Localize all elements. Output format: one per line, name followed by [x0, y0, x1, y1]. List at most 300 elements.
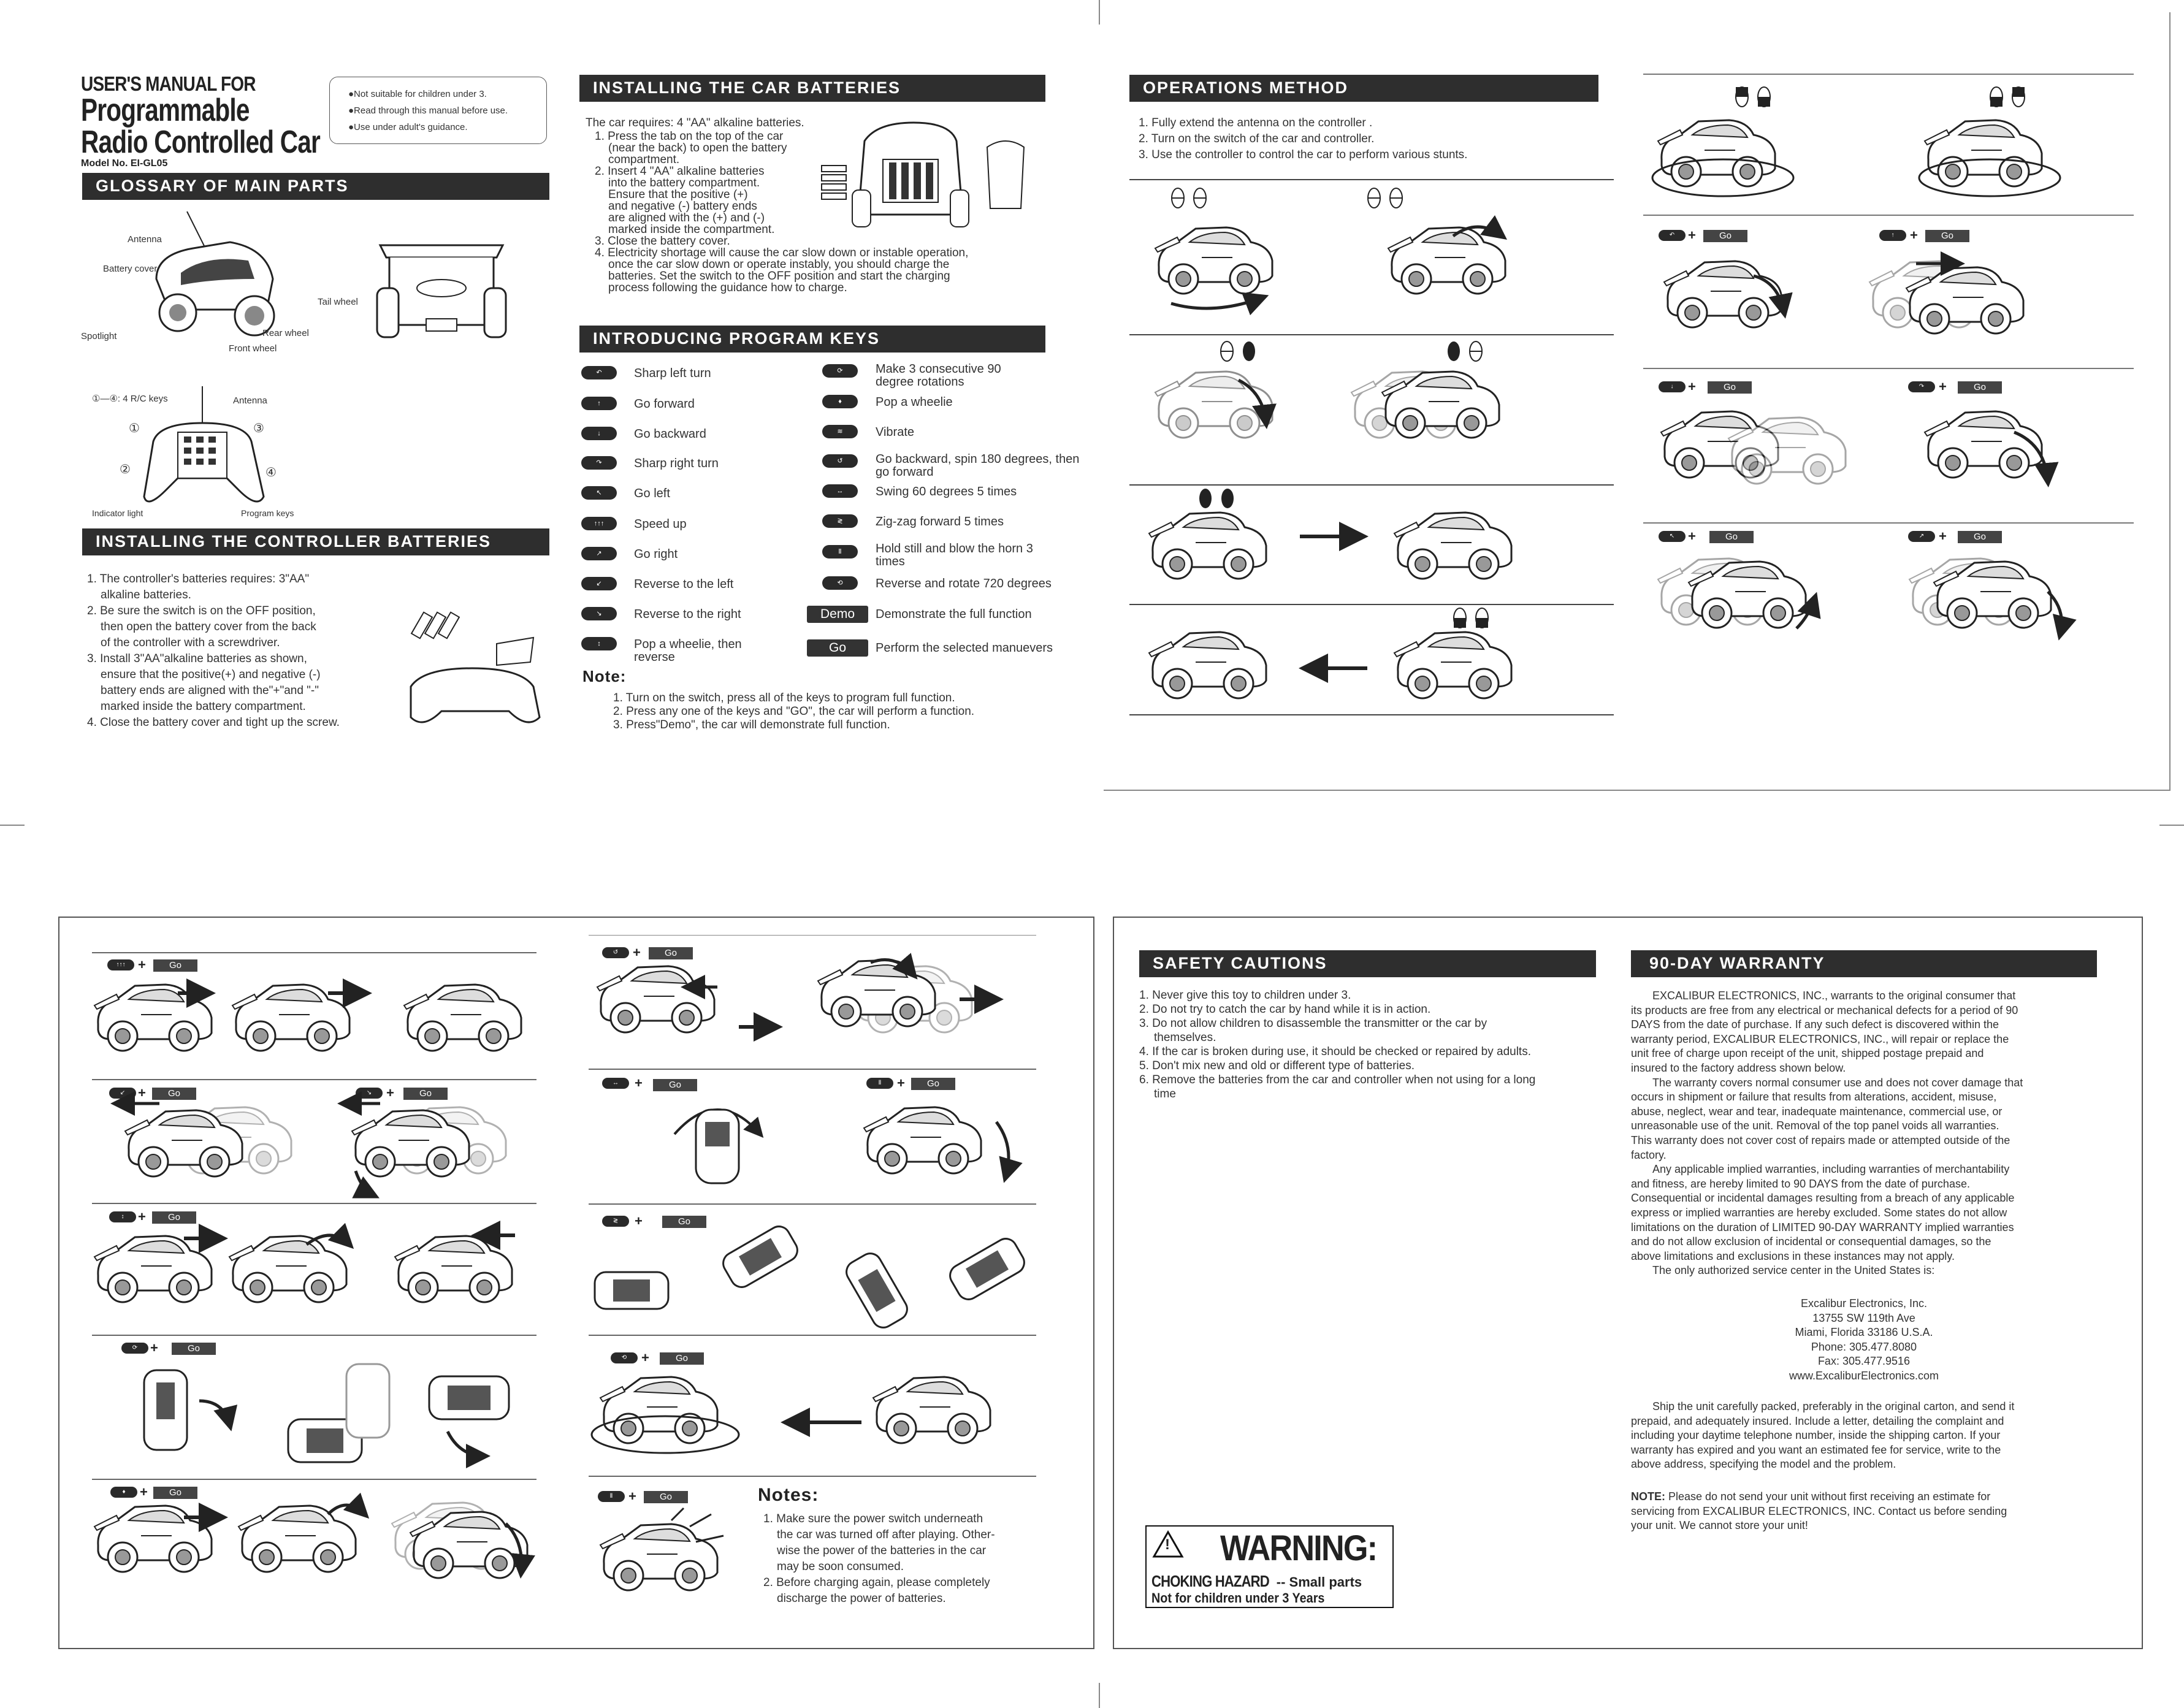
forward-arrow: [960, 993, 1002, 1005]
warranty-line: DAYS from the date of purchase. If any such defect is discovered within the: [1631, 1018, 1999, 1031]
wheelie-key-icon: ♦: [822, 395, 858, 408]
car-illustration: [1392, 628, 1521, 714]
instruction-line: then open the battery cover from the back: [101, 620, 316, 633]
plus-sign: +: [140, 1484, 148, 1500]
car-illustration: [598, 1373, 751, 1471]
reverse-rotate-key-icon: ⟲: [822, 576, 858, 590]
car-illustration: [861, 1104, 1021, 1202]
go-button[interactable]: Go: [807, 639, 868, 657]
notice-line: ●Not suitable for children under 3.: [348, 89, 487, 99]
car-batteries-heading: INSTALLING THE CAR BATTERIES: [579, 75, 1045, 102]
warning-title: WARNING:: [1220, 1528, 1377, 1568]
safety-line: themselves.: [1154, 1031, 1216, 1044]
operation-line: 1. Fully extend the antenna on the controller .: [1139, 116, 1373, 129]
go-key: Go: [1925, 230, 1969, 242]
plus-sign: +: [1939, 379, 1947, 394]
forward-arrow: [1300, 530, 1367, 543]
instruction-line: process following the guidance how to charge.: [608, 281, 847, 294]
go-key: Go: [1958, 531, 2002, 543]
shipping-line: warranty has expired and you want an estimated fee for service, write to the: [1631, 1443, 2001, 1456]
go-key: Go: [1708, 381, 1752, 394]
car-illustration: [595, 963, 742, 1054]
key-icon: ↑↑↑: [107, 959, 134, 970]
car-illustration: [1655, 555, 1821, 659]
operation-line: 3. Use the controller to control the car to perform various stunts.: [1139, 148, 1468, 161]
go-right-key-icon: ↗: [581, 547, 617, 560]
label-antenna: Antenna: [128, 234, 162, 245]
instruction-line: are aligned with the (+) and (-): [608, 212, 765, 224]
choking-warning-box: [1145, 1525, 1394, 1608]
key-icon: ⟲: [611, 1352, 638, 1363]
car-illustration: [104, 1097, 300, 1202]
key-description: Vibrate: [876, 425, 915, 439]
backward-arrow: [1300, 662, 1367, 674]
label-key-2: ②: [120, 463, 131, 476]
stick-position-icon: [1444, 340, 1487, 362]
warranty-line: EXCALIBUR ELECTRONICS, INC., warrants to the original consumer that: [1652, 989, 2016, 1002]
label-front-wheel: Front wheel: [229, 343, 277, 354]
car-illustration: [227, 1232, 356, 1318]
go-key: Go: [660, 1352, 704, 1365]
label-spotlight: Spotlight: [81, 331, 117, 341]
key-description: Pop a wheelie, then reverse: [634, 638, 742, 664]
divider: [1643, 368, 2134, 369]
note-line: 2. Before charging again, please completely: [763, 1576, 990, 1589]
note-line: [1631, 1490, 2109, 1504]
notice-box: [329, 77, 547, 144]
warranty-line: its products are free from any electrical or mechanical defects for a period of 90: [1631, 1004, 2018, 1016]
car-illustration: [1147, 509, 1275, 595]
operation-line: 2. Turn on the switch of the car and controller.: [1139, 132, 1375, 145]
choking-hazard-label: CHOKING HAZARD: [1151, 1572, 1269, 1590]
key-description: Hold still and blow the horn 3 times: [876, 542, 1033, 568]
note-text: Please do not send your unit without first receiving an estimate for: [1665, 1490, 1991, 1503]
glossary-car-illustration: [144, 212, 291, 346]
small-parts-label: -- Small parts: [1276, 1574, 1362, 1590]
divider: [92, 1079, 536, 1080]
car-illustration: [1922, 116, 2069, 208]
instruction-line: 1. The controller's batteries requires: 3"AA": [87, 573, 310, 585]
key-description: Go forward: [634, 397, 695, 411]
bottom-notes-title: Notes:: [758, 1485, 819, 1505]
instruction-line: and negative (-) battery ends: [608, 200, 757, 213]
car-illustration: [319, 1097, 521, 1202]
safety-line: 1. Never give this toy to children under 3.: [1139, 989, 1351, 1002]
key-icon: ≷: [602, 1216, 629, 1227]
notice-line: ●Read through this manual before use.: [348, 105, 508, 116]
address-line: Fax: 305.477.9516: [1817, 1355, 1911, 1368]
warranty-line: occurs in shipment or failure that results from alterations, accident, misuse,: [1631, 1091, 1997, 1104]
car-illustration: [1662, 257, 1803, 356]
label-key-4: ④: [265, 466, 277, 479]
divider: [92, 1335, 536, 1336]
go-key: Go: [1709, 531, 1754, 543]
key-icon: ↘: [356, 1088, 383, 1099]
car-top-view-illustration: [328, 1358, 414, 1450]
vibrate-key-icon: ≋: [822, 425, 858, 438]
key-description: Demonstrate the full function: [876, 608, 1032, 621]
divider: [1129, 334, 1614, 335]
controller-illustration: [141, 386, 270, 515]
go-key: Go: [153, 959, 197, 972]
wheelie-reverse-key-icon: ↕: [581, 637, 617, 650]
car-illustration: [402, 981, 530, 1067]
safety-list: [1139, 988, 1535, 1101]
go-backward-key-icon: ↓: [581, 427, 617, 440]
car-illustration: [1153, 368, 1281, 454]
divider: [1129, 604, 1614, 605]
instruction-line: 4. Close the battery cover and tight up the screw.: [87, 716, 340, 729]
car-illustration: [1907, 555, 2072, 659]
key-icon: Ⅱ: [598, 1491, 625, 1502]
label-key-3: ③: [253, 422, 264, 435]
reverse-right-key-icon: ↘: [581, 607, 617, 620]
car-illustration: [1392, 509, 1521, 595]
note-line: 3. Press"Demo", the car will demonstrate full function.: [613, 719, 890, 731]
car-illustration: [1867, 257, 2033, 356]
instruction-line: of the controller with a screwdriver.: [101, 636, 280, 649]
key-icon: ↷: [1908, 381, 1935, 392]
warranty-line: This warranty does not cover cost of repairs made or attempted outside of the: [1631, 1134, 2010, 1146]
warranty-line: factory.: [1631, 1148, 1667, 1161]
instruction-line: battery ends are aligned with the"+"and "-": [101, 684, 319, 697]
note-label: NOTE:: [1631, 1490, 1665, 1503]
label-indicator-light: Indicator light: [92, 508, 143, 518]
plus-sign: +: [1688, 379, 1696, 394]
car-batteries-intro: The car requires: 4 "AA" alkaline batteries.: [586, 116, 804, 129]
key-icon: ↶: [1659, 230, 1686, 241]
rotations-key-icon: ⟳: [822, 364, 858, 378]
manual-title-large-1: Programmable: [81, 93, 250, 128]
divider: [1129, 714, 1614, 715]
address-line: 13755 SW 119th Ave: [1812, 1311, 1915, 1324]
key-icon: ♦: [110, 1487, 137, 1498]
car-illustration: [1147, 628, 1275, 714]
crop-mark: [1099, 1683, 1100, 1708]
warranty-line: The only authorized service center in the United States is:: [1652, 1264, 1935, 1277]
car-illustration: [1655, 116, 1803, 208]
key-icon: ↗: [1908, 531, 1935, 542]
warranty-note: [1631, 1490, 2109, 1533]
key-icon: ↓: [1659, 381, 1686, 392]
warranty-line: and fitness, are hereby limited to 90 DAYS from the date of purchase.: [1631, 1177, 1970, 1190]
key-description: Pop a wheelie: [876, 395, 953, 409]
go-key: Go: [153, 1487, 197, 1499]
operations-list: [1139, 115, 1467, 163]
backward-arrow: [782, 1416, 861, 1428]
instruction-line: 1. Press the tab on the top of the car: [595, 130, 784, 143]
program-note-title: Note:: [582, 667, 627, 685]
safety-line: 2. Do not try to catch the car by hand while it is in action.: [1139, 1003, 1431, 1016]
instruction-line: 2. Be sure the switch is on the OFF position,: [87, 604, 316, 617]
divider: [589, 1203, 1036, 1205]
manual-title-large-2: Radio Controlled Car: [81, 124, 321, 160]
safety-line: 4. If the car is broken during use, it should be checked or repaired by adults.: [1139, 1045, 1531, 1058]
key-description: Go backward: [634, 427, 706, 441]
stick-position-icon: [1450, 607, 1493, 629]
horn-key-icon: Ⅱ: [822, 545, 858, 559]
address-line: Phone: 305.477.8080: [1811, 1340, 1917, 1353]
car-top-view-illustration: [138, 1364, 242, 1468]
not-for-children: Not for children under 3 Years: [1151, 1590, 1325, 1606]
car-top-view-illustration: [711, 1217, 809, 1297]
instruction-line: alkaline batteries.: [101, 589, 191, 601]
go-key: Go: [172, 1343, 216, 1355]
stick-position-icon: [1168, 187, 1211, 209]
plus-sign: +: [1688, 528, 1696, 544]
key-description: Swing 60 degrees 5 times: [876, 485, 1017, 498]
go-key: Go: [403, 1088, 448, 1100]
plus-sign: +: [633, 945, 641, 960]
stick-position-icon: [1196, 487, 1239, 509]
plus-sign: +: [897, 1075, 905, 1091]
stick-position-icon: [1217, 340, 1260, 362]
label-key-1: ①: [129, 422, 140, 435]
notice-line: ●Use under adult's guidance.: [348, 122, 468, 132]
warranty-line: abuse, neglect, wear and tear, inadequate maintenance, commercial use, or: [1631, 1105, 2003, 1118]
plus-sign: +: [138, 957, 146, 972]
go-left-key-icon: ↖: [581, 486, 617, 500]
instruction-line: into the battery compartment.: [608, 177, 760, 189]
warranty-body: [1631, 989, 2097, 1278]
safety-line: 3. Do not allow children to disassemble the transmitter or the car by: [1139, 1017, 1487, 1030]
key-icon: ↑: [1879, 230, 1906, 241]
go-key: Go: [662, 1216, 706, 1228]
key-description: Sharp left turn: [634, 367, 711, 380]
instruction-line: 3. Close the battery cover.: [595, 235, 730, 248]
warranty-line: warranty period, EXCALIBUR ELECTRONICS, INC., will repair or replace the: [1631, 1032, 2009, 1045]
forward-arrow: [178, 987, 215, 999]
divider: [1643, 74, 2134, 75]
crop-mark: [1099, 0, 1100, 25]
warranty-line: unit free of charge upon receipt of the unit, shipped postage prepaid and: [1631, 1047, 1984, 1060]
car-illustration: [92, 1232, 221, 1318]
warranty-line: limitations on the duration of LIMITED 90-DAY WARRANTY implied warranties: [1631, 1221, 2014, 1233]
key-description: Go backward, spin 180 degrees, then go forward: [876, 452, 1080, 479]
key-description: Perform the selected manuevers: [876, 641, 1053, 655]
forward-arrow: [184, 1232, 227, 1245]
address-line: Miami, Florida 33186 U.S.A.: [1795, 1326, 1933, 1339]
key-icon: Ⅱ: [866, 1078, 893, 1089]
bottom-notes-list: [763, 1511, 995, 1607]
divider: [92, 952, 536, 953]
plus-sign: +: [635, 1075, 643, 1091]
car-top-view-illustration: [589, 1260, 681, 1321]
key-description: Reverse to the right: [634, 608, 741, 621]
plus-sign: +: [1939, 528, 1947, 544]
crop-mark: [2159, 825, 2184, 826]
stick-position-icon: [1987, 86, 2029, 108]
warranty-line: Consequential or incidental damages resulting from a breach of any applicable: [1631, 1192, 2015, 1205]
divider: [92, 1203, 536, 1204]
go-key: Go: [911, 1078, 955, 1090]
shipping-line: prepaid, and adequately insured. Include a letter, detailing the complaint and: [1631, 1414, 2004, 1427]
spin-180-key-icon: ↺: [822, 454, 858, 468]
key-description: Go right: [634, 547, 678, 561]
sharp-right-turn-key-icon: ↷: [581, 456, 617, 470]
note-line: the car was turned off after playing. Other-: [777, 1528, 995, 1541]
instruction-line: compartment.: [608, 153, 680, 166]
key-description: Speed up: [634, 517, 687, 531]
reverse-left-key-icon: ↙: [581, 577, 617, 590]
car-top-view-illustration: [938, 1229, 1036, 1309]
program-notes: [613, 692, 974, 732]
plus-sign: +: [641, 1350, 649, 1365]
instruction-line: (near the back) to open the battery: [608, 142, 787, 154]
label-battery-cover: Battery cover: [103, 264, 158, 274]
key-description: Make 3 consecutive 90 degree rotations: [876, 362, 1001, 389]
stick-position-icon: [1364, 187, 1407, 209]
label-tail-wheel: Tail wheel: [318, 297, 358, 307]
label-antenna-controller: Antenna: [233, 395, 267, 406]
controller-batteries-list: [87, 571, 406, 731]
car-illustration: [1349, 368, 1508, 454]
divider: [589, 1335, 1036, 1336]
swing-key-icon: ↔: [822, 484, 858, 498]
warranty-line: Any applicable implied warranties, including warranties of merchantability: [1652, 1163, 2010, 1176]
stick-position-icon: [1732, 86, 1775, 108]
go-key: Go: [1703, 230, 1747, 242]
instruction-line: 2. Insert 4 "AA" alkaline batteries: [595, 165, 765, 178]
instruction-line: ensure that the positive(+) and negative (-): [101, 668, 321, 681]
go-key: Go: [152, 1088, 196, 1100]
car-swing-illustration: [662, 1097, 773, 1195]
go-key: Go: [649, 947, 693, 959]
note-line: 1. Turn on the switch, press all of the keys to program full function.: [613, 692, 955, 704]
warranty-line: above limitations and exclusions in these instances may not apply.: [1631, 1249, 1955, 1262]
key-icon: ↔: [602, 1078, 629, 1089]
warranty-shipping: [1631, 1400, 2097, 1472]
forward-arrow: [328, 987, 371, 999]
divider: [1129, 179, 1614, 180]
key-icon: ↕: [109, 1211, 136, 1222]
warranty-line: express or implied warranties are hereby excluded. Some states do not allow: [1631, 1206, 2007, 1219]
website-link[interactable]: www.ExcaliburElectronics.com: [1789, 1369, 1939, 1382]
model-number: Model No. EI-GL05: [81, 158, 168, 169]
operations-heading: OPERATIONS METHOD: [1129, 75, 1598, 102]
divider: [589, 1069, 1036, 1070]
label-program-keys: Program keys: [241, 508, 294, 518]
instruction-line: marked inside the battery compartment.: [101, 700, 306, 713]
go-key: Go: [644, 1491, 688, 1503]
car-battery-compartment-illustration: [809, 123, 1048, 233]
speed-up-key-icon: ↑↑↑: [581, 517, 617, 530]
key-description: Reverse to the left: [634, 578, 734, 591]
instruction-line: once the car slow down or operate instably, you should charge the: [608, 258, 950, 271]
instruction-line: Ensure that the positive (+): [608, 188, 748, 201]
note-line: 1. Make sure the power switch underneath: [763, 1512, 983, 1525]
go-key: Go: [1958, 381, 2002, 394]
car-illustration: [1386, 224, 1514, 310]
key-description: Sharp right turn: [634, 457, 719, 470]
car-horn-illustration: [598, 1508, 739, 1612]
plus-sign: +: [1910, 227, 1918, 243]
plus-sign: +: [635, 1213, 643, 1229]
key-description: Go left: [634, 487, 670, 500]
car-illustration: [389, 1499, 536, 1597]
shipping-line: above address, specifying the model and the problem.: [1631, 1458, 1896, 1471]
safety-line: 5. Don't mix new and old or different type of batteries.: [1139, 1059, 1415, 1072]
key-description: Zig-zag forward 5 times: [876, 515, 1004, 528]
key-icon: ↺: [602, 947, 629, 958]
safety-line: time: [1154, 1088, 1176, 1100]
note-line: wise the power of the batteries in the car: [777, 1544, 987, 1557]
zig-zag-key-icon: ≷: [822, 514, 858, 528]
car-illustration: [1659, 408, 1861, 512]
car-top-view-illustration: [834, 1251, 920, 1330]
note-line: discharge the power of batteries.: [777, 1592, 946, 1605]
instruction-line: batteries. Set the switch to the OFF position and start the charging: [608, 270, 950, 283]
warranty-line: insured to the factory address shown below.: [1631, 1061, 1846, 1074]
forward-arrow: [739, 1021, 782, 1033]
car-top-view-illustration: [423, 1364, 527, 1462]
label-rear-wheel: Rear wheel: [262, 328, 309, 338]
controller-battery-illustration: [405, 607, 546, 730]
car-illustration: [815, 956, 987, 1054]
plus-sign: +: [1688, 227, 1696, 243]
instruction-line: marked inside the compartment.: [608, 223, 775, 236]
plus-sign: +: [138, 1085, 146, 1100]
instruction-line: 3. Install 3"AA"alkaline batteries as shown,: [87, 652, 307, 665]
program-keys-heading: INTRODUCING PROGRAM KEYS: [579, 326, 1045, 353]
car-illustration: [236, 1502, 371, 1594]
glossary-heading: GLOSSARY OF MAIN PARTS: [82, 173, 549, 200]
divider: [589, 935, 1036, 936]
go-forward-key-icon: ↑: [581, 397, 617, 410]
car-illustration: [1153, 224, 1281, 310]
crop-mark: [0, 825, 25, 826]
note-line: your unit. We cannot store your unit!: [1631, 1519, 1808, 1532]
divider: [1129, 484, 1614, 486]
plus-sign: +: [386, 1085, 394, 1100]
go-key: Go: [653, 1079, 697, 1091]
divider: [1643, 215, 2134, 216]
warranty-line: The warranty covers normal consumer use and does not cover damage that: [1652, 1076, 2023, 1089]
warranty-address: [1631, 1297, 2097, 1384]
car-illustration: [1922, 408, 2069, 512]
warranty-line: unreasonable use of the unit. Removal of the top panel voids all warranties.: [1631, 1119, 1999, 1132]
note-line: may be soon consumed.: [777, 1560, 904, 1573]
manual-title-small: USER'S MANUAL FOR: [81, 72, 256, 95]
demo-button[interactable]: Demo: [807, 606, 868, 623]
warranty-heading: 90-DAY WARRANTY: [1631, 950, 2097, 977]
car-illustration: [871, 1373, 999, 1465]
divider: [1643, 522, 2134, 524]
plus-sign: +: [628, 1489, 636, 1504]
choking-hazard: [1151, 1572, 1362, 1591]
address-line: Excalibur Electronics, Inc.: [1800, 1297, 1928, 1310]
shipping-line: Ship the unit carefully packed, preferably in the original carton, and send it: [1652, 1400, 2015, 1413]
warning-exclamation: !: [1165, 1536, 1170, 1553]
plus-sign: +: [150, 1340, 158, 1355]
label-rc-keys: ①—④: 4 R/C keys: [92, 394, 168, 404]
safety-heading: SAFETY CAUTIONS: [1139, 950, 1596, 977]
shipping-line: including your daytime telephone number, inside the shipping carton. If your: [1631, 1429, 2001, 1442]
note-line: 2. Press any one of the keys and "GO", the car will perform a function.: [613, 705, 975, 718]
glossary-car-rear-illustration: [374, 221, 509, 349]
car-illustration: [392, 1232, 521, 1318]
go-key: Go: [152, 1211, 196, 1224]
warranty-line: and do not allow exclusion of incidental or consequential damages, so the: [1631, 1235, 1991, 1248]
key-icon: ⟳: [121, 1343, 148, 1354]
key-icon: ↖: [1659, 531, 1686, 542]
key-description: Reverse and rotate 720 degrees: [876, 577, 1052, 590]
sharp-left-turn-key-icon: ↶: [581, 366, 617, 379]
note-line: servicing from EXCALIBUR ELECTRONICS, INC. Contact us before sending: [1631, 1504, 2007, 1517]
instruction-line: 4. Electricity shortage will cause the car slow down or instable operation,: [595, 246, 969, 259]
safety-line: 6. Remove the batteries from the car and controller when not using for a long: [1139, 1073, 1536, 1086]
divider: [589, 1476, 1036, 1477]
